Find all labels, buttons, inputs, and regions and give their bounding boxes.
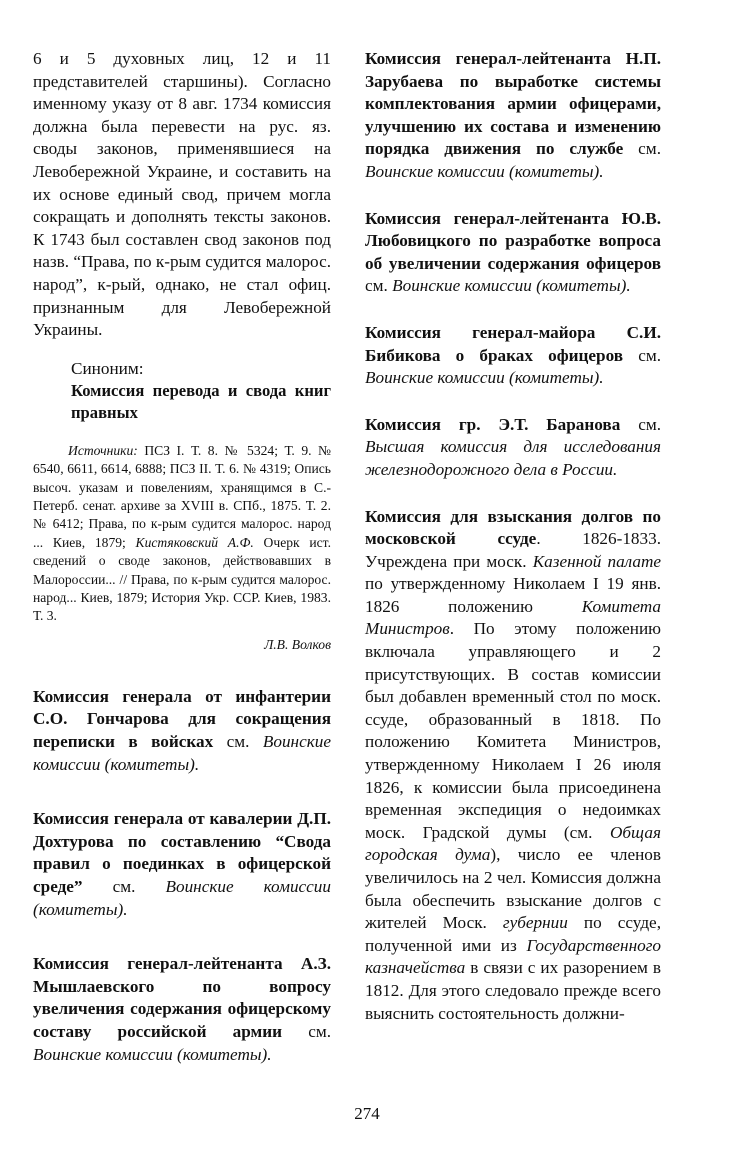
entry-ref: Государственного казначейства [365,935,661,978]
entry-ref: Воинские комиссии (комитеты). [33,731,331,774]
entry-goncharov [33,686,331,776]
entry-title: Комиссия генерала от кавалерии Д.П. Дохтурова по составлению “Свода правил о поединках в офицерской среде” [33,809,331,896]
entry-see: см. [623,345,662,365]
entry-title: Комиссия генерала от инфантерии С.О. Гончарова для сокращения переписки в войсках [33,686,331,751]
entry-text: . По этому положению включала управляющего и 2 присутствующих. В состав комиссии был добавлен временный стол по моск. ссуде, образованный в 1818. По положению Комитета Министров, утвержденному Николаем I 26 июля 1826, к комиссии была присоединена временная экспедиция о недоимках моск. Градской думы (см. [365,619,661,842]
entry-text: по ссуде, полученной ими из [365,913,661,955]
entry-baranov [365,414,661,482]
entry-ref: Воинские комиссии (комитеты). [33,876,331,919]
sources-text: ПСЗ I. Т. 8. № 5324; Т. 9. № 6540, 6611, 6614, 6888; ПСЗ II. Т. 6. № 4319; Опись высоч. указам и повелениям, хранящимся в С.-Петерб. сенат. архиве за XVIII в. СПб., 1875. Т. 2. № 6412; Права, по к-рым судится малорос. народ ... Киев, 1879; [33,442,331,550]
entry-ref: Комитета Министров [365,596,661,639]
entry-title: Комиссия генерал-майора С.И. Бибикова о браках офицеров [365,322,661,365]
entry-ref: Воинские комиссии (комитеты). [365,161,604,181]
entry-title: Комиссия для взыскания долгов по московской ссуде [365,506,661,549]
entry-ref: Общая городская дума [365,822,661,865]
entry-lyubovitsky [365,208,661,298]
continuation-text: 6 и 5 духовных лиц, 12 и 11 представителей старшины). Согласно именному указу от 8 авг. 1734 комиссия должна была перевести на рус. яз. своды законов, применявшиеся на Левобережной Украине, и составить на их основе единый свод, причем могла сокращать и дополнять тексты законов. К 1743 был составлен свод законов под назв. “Права, по к-рым судится малорос. народ”, к-рый, однако, не стал офиц. признанным для Левобережной Украины. [33,49,331,340]
entry-title: Комиссия генерал-лейтенанта А.З. Мышлаевского по вопросу увеличения содержания офицерскому составу российской армии [33,954,331,1041]
entry-ref: Воинские комиссии (комитеты). [365,368,604,388]
article-signature: Л.В. Волков [264,636,331,652]
entry-text: ), число ее членов увеличилось на 2 чел. Комиссия должна была обеспечить взыскание долгов с жителей Моск. [365,845,661,933]
entry-dokhturov [33,808,331,921]
entry-ref: губернии [502,913,568,933]
entry-see: см. [213,731,263,751]
entry-title: Комиссия генерал-лейтенанта Ю.В. Любовицкого по разработке вопроса об увеличении содержания офицеров [365,208,661,273]
synonym-term: Комиссия перевода и свода книг правных [71,380,331,422]
sources-block [33,442,331,626]
entry-title: Комиссия генерал-лейтенанта Н.П. Зарубаева по выработке системы комплектования армии офицерами, улучшению их состава и изменению порядка движения по службе [365,49,661,159]
entry-moscow-loan [365,506,661,1026]
entry-text: в связи с их разорением в 1812. Для этого следовало прежде всего выяснить состоятельность должни- [365,958,661,1023]
sources-text-2: Очерк ист. сведений о своде законов, действовавших в Малороссии... // Права, по к-рым судится малорос. народ... Киев, 1879; История Укр. ССР. Киев, 1983. Т. 3. [33,534,331,624]
entry-ref: Воинские комиссии (комитеты). [33,1044,272,1064]
entry-ref: Высшая комиссия для исследования железнодорожного дела в России. [365,437,661,479]
entry-text: по утвержденному Николаем I 19 янв. 1826 положению [365,574,661,616]
entry-ref: Казенной палате [532,551,661,571]
entry-zarubaev [365,48,661,184]
entry-see: см. [365,276,393,296]
entry-see: см. [282,1021,331,1041]
right-column [365,48,661,1025]
entry-title: Комиссия гр. Э.Т. Баранова [365,414,621,434]
entry-see: см. [620,414,661,434]
page-number: 274 [354,1104,380,1123]
entry-ref: Воинские комиссии (комитеты). [392,276,631,296]
sources-author: Кистяковский А.Ф. [135,534,254,550]
entry-myshlaevsky [33,953,331,1066]
left-column [33,48,331,1090]
entry-text: . 1826-1833. Учреждена при моск. [365,529,661,571]
entry-see: см. [623,139,661,159]
sources-label: Источники: [68,442,138,458]
entry-bibikov [365,322,661,390]
entry-see: см. [82,876,166,896]
synonym-label: Синоним: [71,358,144,378]
